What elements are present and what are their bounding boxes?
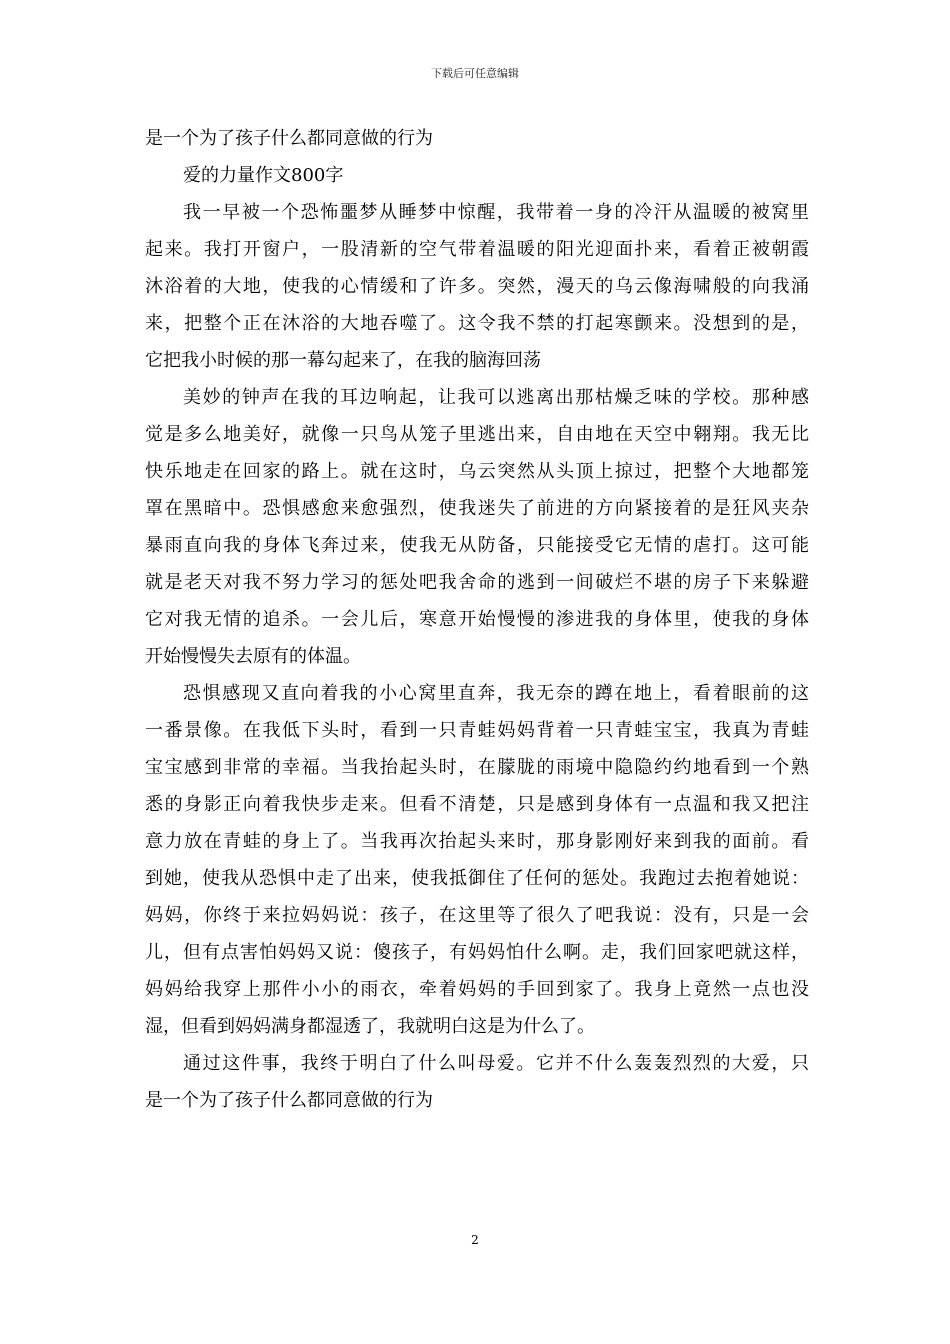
text-line: 妈妈，你终于来拉妈妈说：孩子，在这里等了很久了吧我说：没有，只是一会: [145, 905, 809, 926]
text-line: 妈妈给我穿上那件小小的雨衣，牵着妈妈的手回到家了。我身上竟然一点也没: [145, 979, 809, 1000]
text-line: 开始慢慢失去原有的体温。: [145, 646, 361, 667]
text-line: 意力放在青蛙的身上了。当我再次抬起头来时，那身影刚好来到我的面前。看: [145, 831, 809, 852]
text-line: 儿，但有点害怕妈妈又说：傻孩子，有妈妈怕什么啊。走，我们回家吧就这样，: [145, 942, 809, 963]
page-number: 2: [471, 1233, 479, 1247]
text-line: 湿，但看到妈妈满身都湿透了，我就明白这是为什么了。: [145, 1016, 595, 1037]
text-line: 是一个为了孩子什么都同意做的行为: [145, 1090, 433, 1111]
text-line: 就是老天对我不努力学习的惩处吧我舍命的逃到一间破烂不堪的房子下来躲避: [145, 572, 809, 593]
text-line: 来，把整个正在沐浴的大地吞噬了。这令我不禁的打起寒颤来。没想到的是，: [145, 313, 809, 334]
document-body: [145, 120, 809, 1119]
text-line: 通过这件事，我终于明白了什么叫母爱。它并不什么轰轰烈烈的大爱，只: [183, 1053, 809, 1074]
text-line: 暴雨直向我的身体飞奔过来，使我无从防备，只能接受它无情的虐打。这可能: [145, 535, 809, 556]
text-line: 美妙的钟声在我的耳边响起，让我可以逃离出那枯燥乏味的学校。那种感: [183, 387, 809, 408]
text-line: 它把我小时候的那一幕勾起来了，在我的脑海回荡: [145, 350, 541, 371]
text-line: 沐浴着的大地，使我的心情缓和了许多。突然，漫天的乌云像海啸般的向我涌: [145, 276, 809, 297]
text-line: 我一早被一个恐怖噩梦从睡梦中惊醒，我带着一身的冷汗从温暖的被窝里: [183, 202, 809, 223]
text-line: 快乐地走在回家的路上。就在这时，乌云突然从头顶上掠过，把整个大地都笼: [145, 461, 809, 482]
text-line: 觉是多么地美好，就像一只鸟从笼子里逃出来，自由地在天空中翱翔。我无比: [145, 424, 809, 445]
text-line: 宝宝感到非常的幸福。当我抬起头时，在朦胧的雨境中隐隐约约地看到一个熟: [145, 757, 809, 778]
page-header: 下载后可任意编辑: [431, 67, 519, 80]
text-line: 它对我无情的追杀。一会儿后，寒意开始慢慢的渗进我的身体里，使我的身体: [145, 609, 809, 630]
text-line: 罩在黑暗中。恐惧感愈来愈强烈，使我迷失了前进的方向紧接着的是狂风夹杂: [145, 498, 809, 519]
text-line: 到她，使我从恐惧中走了出来，使我抵御住了任何的惩处。我跑过去抱着她说：: [145, 868, 809, 889]
text-line: 爱的力量作文800字: [183, 165, 344, 186]
text-line: 是一个为了孩子什么都同意做的行为: [145, 128, 433, 149]
text-line: 恐惧感现又直向着我的小心窝里直奔，我无奈的蹲在地上，看着眼前的这: [183, 683, 809, 704]
text-line: 一番景像。在我低下头时，看到一只青蛙妈妈背着一只青蛙宝宝，我真为青蛙: [145, 720, 809, 741]
text-line: 悉的身影正向着我快步走来。但看不清楚，只是感到身体有一点温和我又把注: [145, 794, 809, 815]
text-line: 起来。我打开窗户，一股清新的空气带着温暖的阳光迎面扑来，看着正被朝霞: [145, 239, 809, 260]
